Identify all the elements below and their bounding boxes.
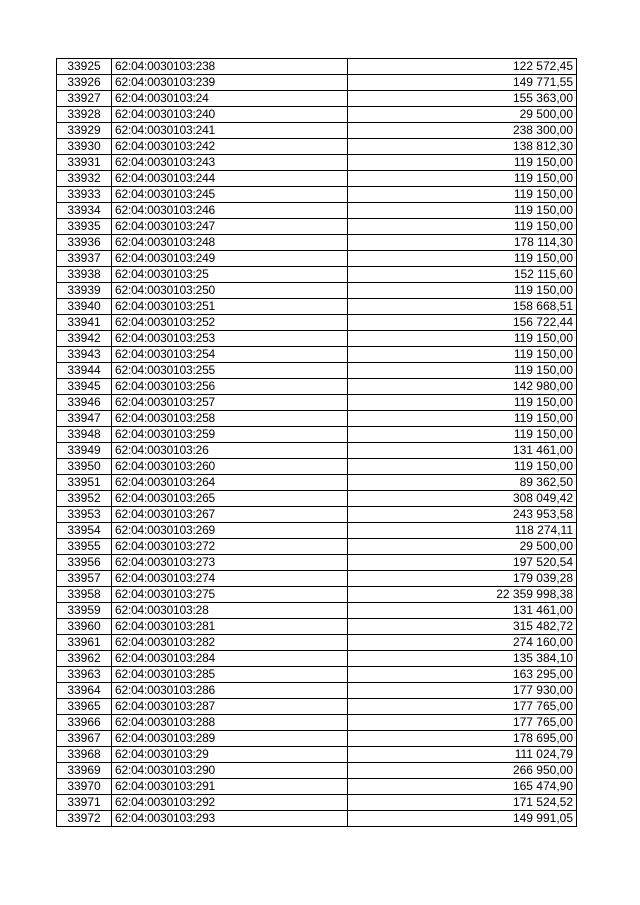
row-number-cell: 33971 <box>57 795 112 811</box>
cadastral-number-cell: 62:04:0030103:241 <box>112 123 348 139</box>
row-number-cell: 33926 <box>57 75 112 91</box>
table-row <box>57 635 577 651</box>
cadastral-number-cell: 62:04:0030103:293 <box>112 811 348 827</box>
cadastral-value-cell: 119 150,00 <box>348 203 577 219</box>
row-number-cell: 33925 <box>57 59 112 75</box>
cadastral-number-cell: 62:04:0030103:275 <box>112 587 348 603</box>
row-number-cell: 33957 <box>57 571 112 587</box>
table-row <box>57 747 577 763</box>
table-row <box>57 411 577 427</box>
cadastral-number-cell: 62:04:0030103:254 <box>112 347 348 363</box>
cadastral-number-cell: 62:04:0030103:249 <box>112 251 348 267</box>
row-number-cell: 33940 <box>57 299 112 315</box>
row-number-cell: 33938 <box>57 267 112 283</box>
row-number-cell: 33972 <box>57 811 112 827</box>
cadastral-value-cell: 165 474,90 <box>348 779 577 795</box>
cadastral-number-cell: 62:04:0030103:250 <box>112 283 348 299</box>
cadastral-value-cell: 179 039,28 <box>348 571 577 587</box>
cadastral-number-cell: 62:04:0030103:273 <box>112 555 348 571</box>
cadastral-value-cell: 178 695,00 <box>348 731 577 747</box>
row-number-cell: 33956 <box>57 555 112 571</box>
row-number-cell: 33935 <box>57 219 112 235</box>
row-number-cell: 33963 <box>57 667 112 683</box>
cadastral-value-cell: 308 049,42 <box>348 491 577 507</box>
cadastral-value-cell: 156 722,44 <box>348 315 577 331</box>
cadastral-number-cell: 62:04:0030103:251 <box>112 299 348 315</box>
row-number-cell: 33945 <box>57 379 112 395</box>
cadastral-value-cell: 155 363,00 <box>348 91 577 107</box>
cadastral-number-cell: 62:04:0030103:252 <box>112 315 348 331</box>
cadastral-value-cell: 119 150,00 <box>348 427 577 443</box>
cadastral-number-cell: 62:04:0030103:290 <box>112 763 348 779</box>
cadastral-number-cell: 62:04:0030103:281 <box>112 619 348 635</box>
row-number-cell: 33969 <box>57 763 112 779</box>
table-row <box>57 219 577 235</box>
row-number-cell: 33947 <box>57 411 112 427</box>
cadastral-value-cell: 119 150,00 <box>348 331 577 347</box>
cadastral-number-cell: 62:04:0030103:285 <box>112 667 348 683</box>
row-number-cell: 33964 <box>57 683 112 699</box>
table-row <box>57 811 577 827</box>
cadastral-value-cell: 238 300,00 <box>348 123 577 139</box>
cadastral-value-cell: 22 359 998,38 <box>348 587 577 603</box>
table-row <box>57 171 577 187</box>
cadastral-value-cell: 163 295,00 <box>348 667 577 683</box>
row-number-cell: 33949 <box>57 443 112 459</box>
row-number-cell: 33958 <box>57 587 112 603</box>
cadastral-number-cell: 62:04:0030103:265 <box>112 491 348 507</box>
row-number-cell: 33952 <box>57 491 112 507</box>
cadastral-value-cell: 119 150,00 <box>348 155 577 171</box>
table-row <box>57 155 577 171</box>
cadastral-value-cell: 118 274,11 <box>348 523 577 539</box>
cadastral-number-cell: 62:04:0030103:269 <box>112 523 348 539</box>
cadastral-value-cell: 243 953,58 <box>348 507 577 523</box>
table-row <box>57 699 577 715</box>
table-row <box>57 59 577 75</box>
row-number-cell: 33939 <box>57 283 112 299</box>
row-number-cell: 33941 <box>57 315 112 331</box>
row-number-cell: 33931 <box>57 155 112 171</box>
cadastral-number-cell: 62:04:0030103:247 <box>112 219 348 235</box>
cadastral-number-cell: 62:04:0030103:267 <box>112 507 348 523</box>
cadastral-number-cell: 62:04:0030103:253 <box>112 331 348 347</box>
row-number-cell: 33932 <box>57 171 112 187</box>
table-row <box>57 251 577 267</box>
cadastral-number-cell: 62:04:0030103:26 <box>112 443 348 459</box>
cadastral-number-cell: 62:04:0030103:258 <box>112 411 348 427</box>
row-number-cell: 33965 <box>57 699 112 715</box>
cadastral-number-cell: 62:04:0030103:256 <box>112 379 348 395</box>
table-row <box>57 123 577 139</box>
cadastral-value-cell: 131 461,00 <box>348 443 577 459</box>
row-number-cell: 33948 <box>57 427 112 443</box>
cadastral-number-cell: 62:04:0030103:248 <box>112 235 348 251</box>
cadastral-number-cell: 62:04:0030103:292 <box>112 795 348 811</box>
cadastral-number-cell: 62:04:0030103:291 <box>112 779 348 795</box>
cadastral-value-cell: 119 150,00 <box>348 459 577 475</box>
row-number-cell: 33929 <box>57 123 112 139</box>
row-number-cell: 33934 <box>57 203 112 219</box>
cadastral-value-cell: 119 150,00 <box>348 251 577 267</box>
cadastral-number-cell: 62:04:0030103:246 <box>112 203 348 219</box>
cadastral-value-cell: 149 771,55 <box>348 75 577 91</box>
table-row <box>57 315 577 331</box>
cadastral-value-cell: 177 930,00 <box>348 683 577 699</box>
table-row <box>57 475 577 491</box>
row-number-cell: 33943 <box>57 347 112 363</box>
table-row <box>57 619 577 635</box>
cadastral-number-cell: 62:04:0030103:239 <box>112 75 348 91</box>
cadastral-value-cell: 138 812,30 <box>348 139 577 155</box>
cadastral-value-cell: 197 520,54 <box>348 555 577 571</box>
cadastral-value-cell: 315 482,72 <box>348 619 577 635</box>
table-row <box>57 571 577 587</box>
table-row <box>57 107 577 123</box>
table-row <box>57 651 577 667</box>
table-row <box>57 187 577 203</box>
table-row <box>57 139 577 155</box>
cadastral-number-cell: 62:04:0030103:264 <box>112 475 348 491</box>
table-row <box>57 667 577 683</box>
row-number-cell: 33946 <box>57 395 112 411</box>
cadastral-value-cell: 178 114,30 <box>348 235 577 251</box>
table-row <box>57 363 577 379</box>
cadastral-number-cell: 62:04:0030103:243 <box>112 155 348 171</box>
cadastral-number-cell: 62:04:0030103:29 <box>112 747 348 763</box>
table-row <box>57 283 577 299</box>
cadastral-value-cell: 158 668,51 <box>348 299 577 315</box>
row-number-cell: 33950 <box>57 459 112 475</box>
cadastral-value-cell: 119 150,00 <box>348 411 577 427</box>
table-row <box>57 379 577 395</box>
cadastral-number-cell: 62:04:0030103:240 <box>112 107 348 123</box>
table-row <box>57 75 577 91</box>
table-row <box>57 395 577 411</box>
cadastral-value-cell: 152 115,60 <box>348 267 577 283</box>
cadastral-value-cell: 274 160,00 <box>348 635 577 651</box>
row-number-cell: 33966 <box>57 715 112 731</box>
row-number-cell: 33927 <box>57 91 112 107</box>
cadastral-value-cell: 177 765,00 <box>348 699 577 715</box>
cadastral-value-cell: 266 950,00 <box>348 763 577 779</box>
table-row <box>57 443 577 459</box>
cadastral-number-cell: 62:04:0030103:28 <box>112 603 348 619</box>
table-row <box>57 683 577 699</box>
cadastral-value-cell: 131 461,00 <box>348 603 577 619</box>
cadastral-number-cell: 62:04:0030103:260 <box>112 459 348 475</box>
cadastral-number-cell: 62:04:0030103:272 <box>112 539 348 555</box>
cadastral-number-cell: 62:04:0030103:286 <box>112 683 348 699</box>
cadastral-number-cell: 62:04:0030103:287 <box>112 699 348 715</box>
row-number-cell: 33962 <box>57 651 112 667</box>
row-number-cell: 33960 <box>57 619 112 635</box>
cadastral-value-cell: 171 524,52 <box>348 795 577 811</box>
cadastral-number-cell: 62:04:0030103:282 <box>112 635 348 651</box>
table-row <box>57 491 577 507</box>
cadastral-number-cell: 62:04:0030103:255 <box>112 363 348 379</box>
cadastral-value-cell: 122 572,45 <box>348 59 577 75</box>
cadastral-value-cell: 119 150,00 <box>348 187 577 203</box>
cadastral-value-cell: 119 150,00 <box>348 283 577 299</box>
table-row <box>57 539 577 555</box>
cadastral-value-cell: 142 980,00 <box>348 379 577 395</box>
row-number-cell: 33944 <box>57 363 112 379</box>
table-row <box>57 331 577 347</box>
row-number-cell: 33967 <box>57 731 112 747</box>
table-row <box>57 555 577 571</box>
cadastral-value-cell: 111 024,79 <box>348 747 577 763</box>
cadastral-number-cell: 62:04:0030103:257 <box>112 395 348 411</box>
row-number-cell: 33970 <box>57 779 112 795</box>
cadastral-value-cell: 89 362,50 <box>348 475 577 491</box>
row-number-cell: 33930 <box>57 139 112 155</box>
cadastral-number-cell: 62:04:0030103:238 <box>112 59 348 75</box>
cadastral-value-cell: 29 500,00 <box>348 107 577 123</box>
cadastral-value-cell: 119 150,00 <box>348 363 577 379</box>
cadastral-value-cell: 135 384,10 <box>348 651 577 667</box>
table-row <box>57 91 577 107</box>
table-row <box>57 235 577 251</box>
table-row <box>57 347 577 363</box>
cadastral-number-cell: 62:04:0030103:284 <box>112 651 348 667</box>
row-number-cell: 33953 <box>57 507 112 523</box>
row-number-cell: 33955 <box>57 539 112 555</box>
table-row <box>57 459 577 475</box>
table-row <box>57 795 577 811</box>
cadastral-value-cell: 119 150,00 <box>348 347 577 363</box>
table-row <box>57 299 577 315</box>
row-number-cell: 33951 <box>57 475 112 491</box>
table-row <box>57 603 577 619</box>
table-row <box>57 779 577 795</box>
table-row <box>57 523 577 539</box>
row-number-cell: 33954 <box>57 523 112 539</box>
cadastral-number-cell: 62:04:0030103:245 <box>112 187 348 203</box>
row-number-cell: 33968 <box>57 747 112 763</box>
row-number-cell: 33942 <box>57 331 112 347</box>
row-number-cell: 33933 <box>57 187 112 203</box>
table-row <box>57 731 577 747</box>
cadastral-value-table <box>56 58 577 827</box>
table-body <box>57 59 577 827</box>
table-row <box>57 267 577 283</box>
table-row <box>57 507 577 523</box>
cadastral-value-cell: 149 991,05 <box>348 811 577 827</box>
cadastral-value-cell: 119 150,00 <box>348 219 577 235</box>
cadastral-number-cell: 62:04:0030103:289 <box>112 731 348 747</box>
cadastral-number-cell: 62:04:0030103:259 <box>112 427 348 443</box>
cadastral-number-cell: 62:04:0030103:274 <box>112 571 348 587</box>
row-number-cell: 33959 <box>57 603 112 619</box>
table-row <box>57 763 577 779</box>
table-row <box>57 587 577 603</box>
row-number-cell: 33937 <box>57 251 112 267</box>
row-number-cell: 33928 <box>57 107 112 123</box>
table-row <box>57 715 577 731</box>
cadastral-value-cell: 29 500,00 <box>348 539 577 555</box>
row-number-cell: 33936 <box>57 235 112 251</box>
table-row <box>57 427 577 443</box>
cadastral-value-cell: 177 765,00 <box>348 715 577 731</box>
cadastral-number-cell: 62:04:0030103:244 <box>112 171 348 187</box>
cadastral-value-cell: 119 150,00 <box>348 171 577 187</box>
cadastral-number-cell: 62:04:0030103:242 <box>112 139 348 155</box>
cadastral-number-cell: 62:04:0030103:288 <box>112 715 348 731</box>
row-number-cell: 33961 <box>57 635 112 651</box>
table-row <box>57 203 577 219</box>
cadastral-number-cell: 62:04:0030103:24 <box>112 91 348 107</box>
cadastral-value-cell: 119 150,00 <box>348 395 577 411</box>
cadastral-number-cell: 62:04:0030103:25 <box>112 267 348 283</box>
